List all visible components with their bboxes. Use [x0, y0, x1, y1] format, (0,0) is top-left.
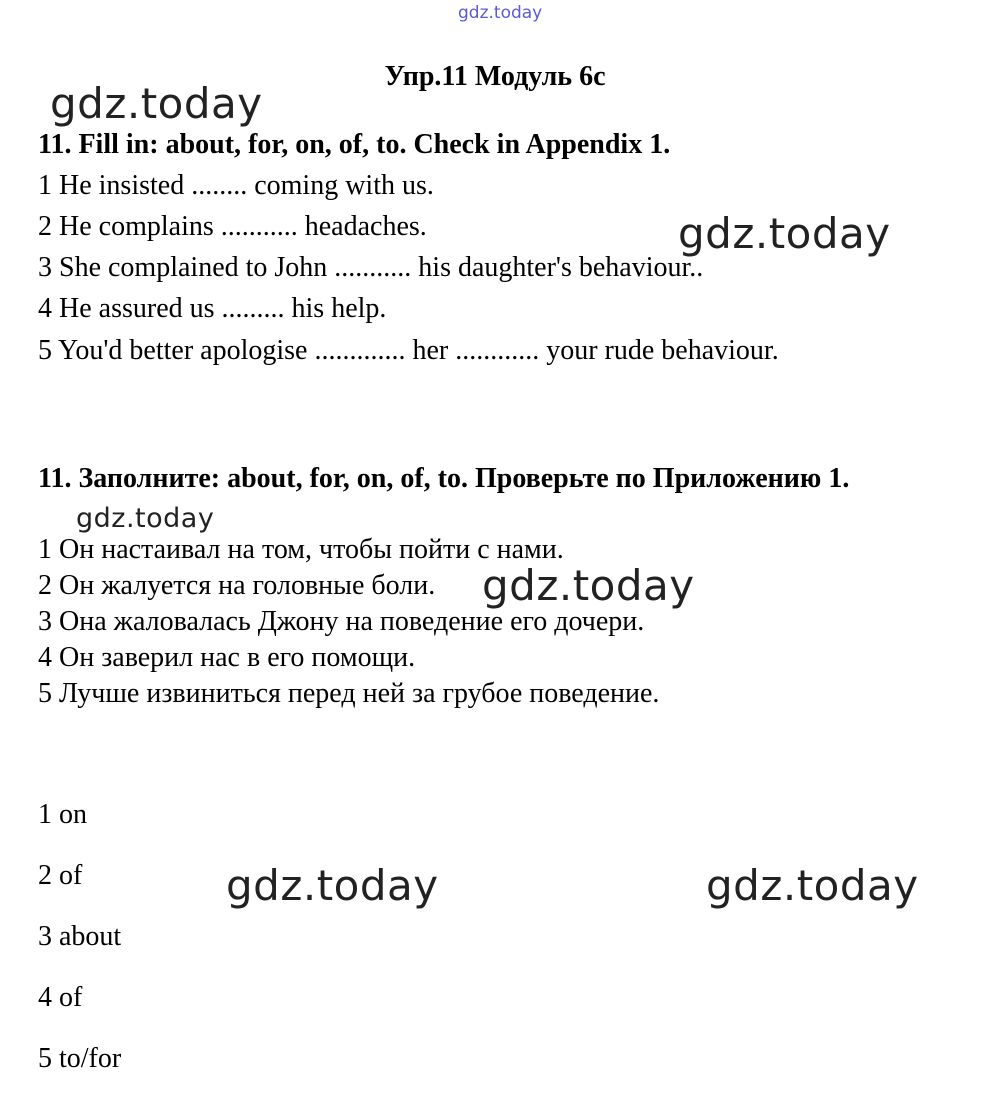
- english-line-5: 5 You'd better apologise ............. her ............ your rude behaviour.: [38, 335, 779, 366]
- answer-4: 4 of: [38, 982, 83, 1013]
- english-line-3: 3 She complained to John ........... his daughter's behaviour..: [38, 252, 704, 283]
- watermark-1: gdz.today: [50, 79, 263, 128]
- russian-line-2: 2 Он жалуется на головные боли.: [38, 570, 436, 601]
- english-line-4: 4 He assured us ......... his help.: [38, 293, 387, 324]
- russian-line-1: 1 Он настаивал на том, чтобы пойти с нами.: [38, 534, 564, 565]
- watermark-3: gdz.today: [76, 503, 215, 534]
- watermark-2: gdz.today: [678, 209, 891, 258]
- watermark-top: gdz.today: [458, 3, 543, 23]
- russian-line-5: 5 Лучше извиниться перед ней за грубое поведение.: [38, 678, 660, 709]
- english-line-1: 1 He insisted ........ coming with us.: [38, 170, 434, 201]
- watermark-4: gdz.today: [482, 561, 695, 610]
- russian-heading: 11. Заполните: about, for, on, of, to. Проверьте по Приложению 1.: [38, 463, 850, 494]
- answer-5: 5 to/for: [38, 1043, 122, 1074]
- english-line-2: 2 He complains ........... headaches.: [38, 211, 427, 242]
- answer-1: 1 on: [38, 799, 87, 830]
- russian-line-3: 3 Она жаловалась Джону на поведение его дочери.: [38, 606, 645, 637]
- watermark-5: gdz.today: [226, 861, 439, 910]
- answer-2: 2 of: [38, 860, 83, 891]
- answer-3: 3 about: [38, 921, 122, 952]
- page-title: Упр.11 Модуль 6с: [384, 61, 606, 92]
- watermark-6: gdz.today: [706, 861, 919, 910]
- english-heading: 11. Fill in: about, for, on, of, to. Check in Appendix 1.: [38, 129, 671, 160]
- russian-line-4: 4 Он заверил нас в его помощи.: [38, 642, 416, 673]
